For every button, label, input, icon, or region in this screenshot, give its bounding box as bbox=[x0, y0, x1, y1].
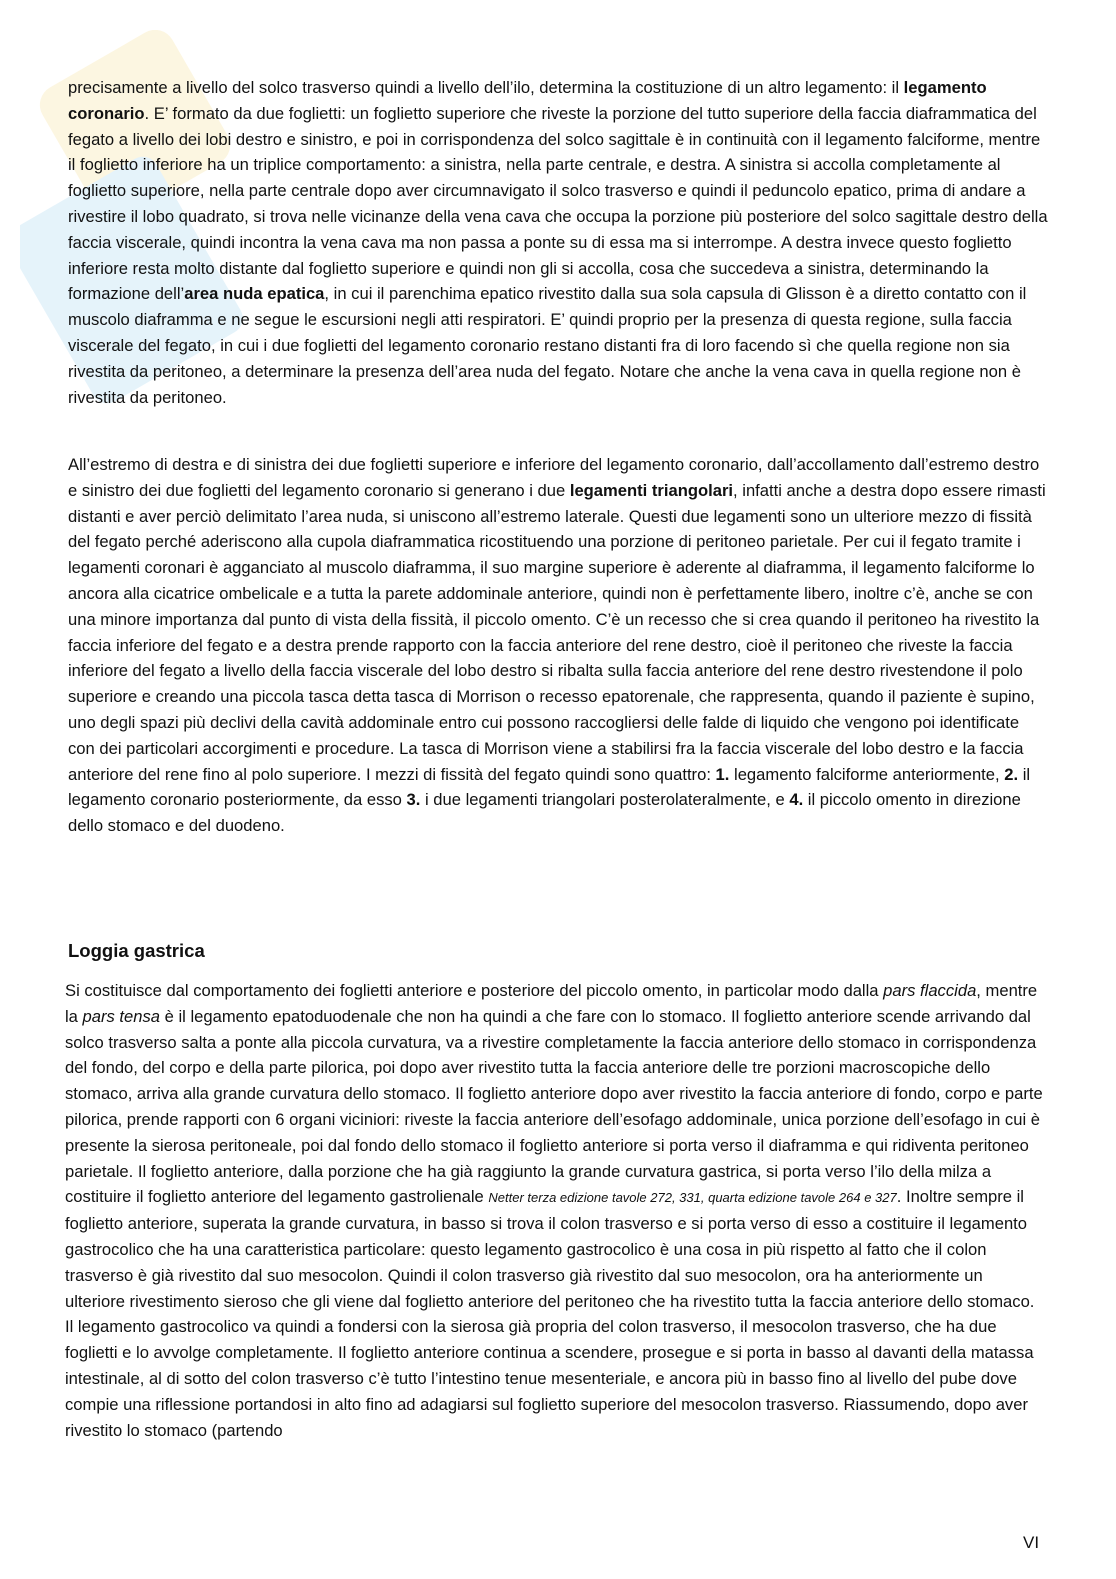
netter-reference: Netter terza edizione tavole 272, 331, quarta edizione tavole 264 e 327 bbox=[488, 1190, 897, 1206]
text-span: il piccolo omento in direzione dello stomaco e del duodeno. bbox=[68, 790, 1021, 836]
paragraph-triangular-ligaments bbox=[68, 452, 1048, 839]
text-span: i due legamenti triangolari posterolateralmente, e bbox=[420, 790, 790, 810]
bold-term-area-nuda-epatica: area nuda epatica bbox=[184, 284, 325, 304]
italic-term-pars-tensa: pars tensa bbox=[82, 1006, 161, 1026]
list-number: 2. bbox=[1004, 764, 1019, 784]
text-span: , infatti anche a destra dopo essere rimasti distanti e aver perciò delimitato l’area nuda, si uniscono all’estremo laterale. Questi due legamenti sono un ulteriore mezzo di fissità del fegato perché aderiscono alla cupola diaframmatica ricostituendo una porzione di peritoneo parietale. Per cui il fegato tramite i legamenti coronari è agganciato al muscolo diaframma, il suo margine superiore è aderente al diaframma, il legamento falciforme lo ancora alla cicatrice ombelicale e a tutta la parete addominale anteriore, quindi non è perfettamente libero, inoltre c’è, anche se con una minore importanza dal punto di vista della fissità, il piccolo omento. C’è un recesso che si crea quando il peritoneo ha rivestito la faccia inferiore del fegato e a destra prende rapporto con la faccia anteriore del rene destro, cioè il peritoneo che riveste la faccia inferiore del fegato a livello della faccia viscerale del lobo destro si ribalta sulla faccia anteriore del rene destro rivestendone il polo superiore e creando una piccola tasca detta tasca di Morrison o recesso epatorenale, che rappresenta, quando il paziente è supino, uno degli spazi più declivi della cavità addominale entro cui possono raccogliersi delle falde di liquido che vengono poi identificate con dei particolari accorgimenti e procedure. La tasca di Morrison viene a stabilirsi fra la faccia viscerale del lobo destro e la faccia anteriore del rene fino al polo superiore. I mezzi di fissità del fegato quindi sono quattro: bbox=[68, 480, 1046, 784]
text-span: legamento falciforme anteriormente, bbox=[729, 764, 1005, 784]
text-span: Si costituisce dal comportamento dei foglietti anteriore e posteriore del piccolo omento, in particolar modo dalla bbox=[65, 981, 884, 1000]
text-span: il legamento coronario posteriormente, da esso bbox=[68, 764, 1031, 810]
section-heading: Loggia gastrica bbox=[68, 940, 205, 961]
italic-term-pars-flaccida: pars flaccida bbox=[883, 981, 977, 1000]
paragraph-coronary-ligament bbox=[68, 75, 1048, 410]
list-number: 4. bbox=[789, 790, 804, 810]
text-span: , in cui il parenchima epatico rivestito dalla sua sola capsula di Glisson è a diretto contatto con il muscolo diaframma e ne segue le escursioni negli atti respiratori. E’ quindi proprio per la presenza di questa regione, sulla faccia viscerale del fegato, in cui i due foglietti del legamento coronario restano distanti fra di loro facendo sì che quella regione non sia rivestita da peritoneo, a determinare la presenza dell’area nuda del fegato. Notare che anche la vena cava in quella regione non è rivestita da peritoneo. bbox=[68, 284, 1027, 407]
text-span: , mentre la bbox=[65, 981, 1038, 1026]
text-span: precisamente a livello del solco trasverso quindi a livello dell’ilo, determina la costituzione di un altro legamento: il bbox=[68, 78, 904, 97]
bold-term-legamento-coronario: legamento coronario bbox=[68, 78, 987, 123]
text-span: All’estremo di destra e di sinistra dei due foglietti superiore e inferiore del legamento coronario, dall’accollamento dall’estremo destro e sinistro dei due foglietti del legamento coronario si generano i due bbox=[68, 455, 1040, 500]
text-span: . Inoltre sempre il foglietto anteriore, superata la grande curvatura, in basso si trova il colon trasverso e si porta verso di esso a costituire il legamento gastrocolico che ha una caratteristica particolare: questo legamento gastrocolico è una cosa in più rispetto al fatto che il colon trasverso è già rivestito dal suo mesocolon. Quindi il colon trasverso già rivestito dal suo mesocolon, ora ha anteriormente un ulteriore rivestimento sieroso che gli viene dal foglietto anteriore del peritoneo che ha rivestito tutta la faccia anteriore dello stomaco. Il legamento gastrocolico va quindi a fondersi con la sierosa già propria del colon trasverso, il mesocolon trasverso, che ha due foglietti e lo avvolge completamente. Il foglietto anteriore continua a scendere, prosegue e si porta in basso al davanti della matassa intestinale, al di sotto del colon trasverso c’è tutto l’intestino tenue mesenteriale, e ancora più in basso fino al livello del pube dove compie una riflessione portandosi in alto fino ad adagiarsi sul foglietto superiore del mesocolon trasverso. Riassumendo, dopo aver rivestito lo stomaco (partendo bbox=[65, 1187, 1035, 1440]
text-span: . E’ formato da due foglietti: un foglietto superiore che riveste la porzione del tutto superiore della faccia diaframmatica del fegato a livello dei lobi destro e sinistro, e poi in corrispondenza del solco sagittale è in continuità con il legamento falciforme, mentre il foglietto inferiore ha un triplice comportamento: a sinistra, nella parte centrale, e destra. A sinistra si accolla completamente al foglietto superiore, nella parte centrale dopo aver circumnavigato il solco trasverso e quindi il peduncolo epatico, prima di andare a rivestire il lobo quadrato, si trova nelle vicinanze della vena cava che occupa la porzione più posteriore del solco sagittale destro della faccia viscerale, quindi incontra la vena cava ma non passa a ponte su di essa ma si interrompe. A destra invece questo foglietto inferiore resta molto distante dal foglietto superiore e quindi non gli si accolla, cosa che succedeva a sinistra, determinando la formazione dell’ bbox=[68, 103, 1048, 304]
list-number: 1. bbox=[715, 764, 730, 784]
paragraph-loggia-gastrica bbox=[65, 978, 1045, 1443]
list-number: 3. bbox=[406, 790, 421, 810]
page-number: VI bbox=[1023, 1533, 1040, 1552]
text-span: è il legamento epatoduodenale che non ha quindi a che fare con lo stomaco. Il foglietto anteriore scende arrivando dal solco trasverso salta a ponte alla piccola curvatura, va a rivestire completamente la faccia anteriore dello stomaco in corrispondenza del fondo, del corpo e della parte pilorica, poi dopo aver rivestito tutta la faccia anteriore delle tre porzioni macroscopiche dello stomaco, arriva alla grande curvatura dello stomaco. Il foglietto anteriore dopo aver rivestito la faccia anteriore di fondo, corpo e parte pilorica, prende rapporti con 6 organi viciniori: riveste la faccia anteriore dell’esofago addominale, unica porzione dell’esofago in cui è presente la sierosa peritoneale, poi dal fondo dello stomaco il foglietto anteriore si porta verso il diaframma e qui ridiventa peritoneo parietale. Il foglietto anteriore, dalla porzione che ha già raggiunto la grande curvatura gastrica, si porta verso l’ilo della milza a costituire il foglietto anteriore del legamento gastrolienale bbox=[65, 1006, 1043, 1207]
bold-term-legamenti-triangolari: legamenti triangolari bbox=[569, 480, 734, 500]
